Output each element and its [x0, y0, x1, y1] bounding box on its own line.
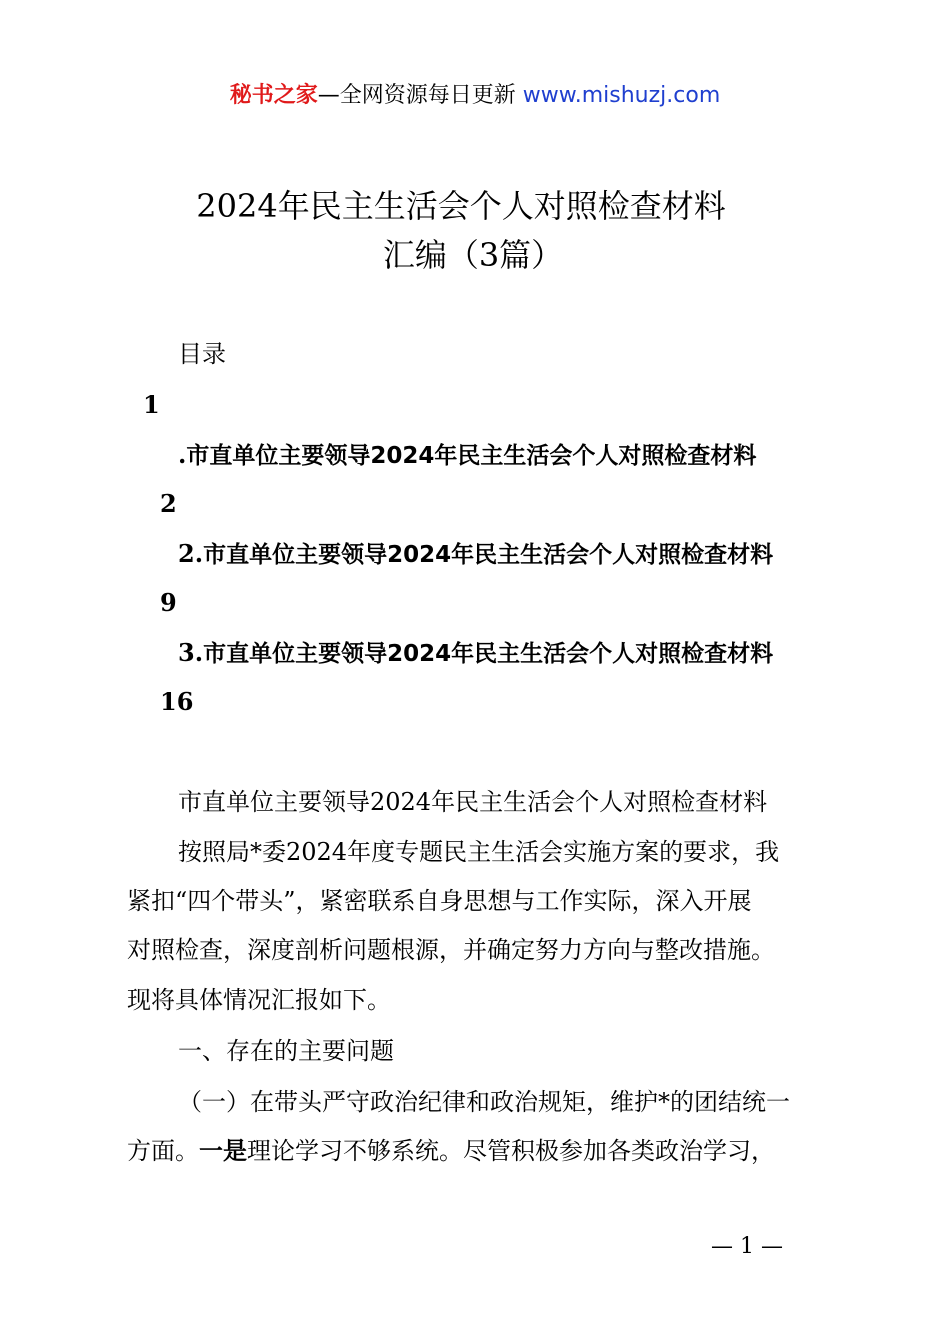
- toc-entry-3-page: 16: [160, 687, 194, 716]
- toc-entry-2-prefix: 2.: [178, 539, 204, 568]
- page-number: — 1 —: [711, 1234, 783, 1259]
- toc-entry-1-page: 2: [160, 489, 177, 518]
- subsection-heading-1: （一）在带头严守政治纪律和政治规矩，维护*的团结统一: [178, 1088, 790, 1116]
- paragraph-line: 紧扣“四个带头”，紧密联系自身思想与工作实际，深入开展: [127, 887, 752, 915]
- document-title-line2: 汇编（3篇）: [382, 236, 564, 274]
- section-heading-1: 一、存在的主要问题: [178, 1037, 394, 1065]
- paragraph-line: 现将具体情况汇报如下。: [127, 986, 391, 1014]
- toc-entry-2-page: 9: [160, 588, 177, 617]
- emphasis-label: 一是: [199, 1136, 247, 1165]
- toc-heading: 目录: [178, 340, 226, 368]
- paragraph-line: [127, 1134, 775, 1168]
- toc-entry-1-text: 市直单位主要领导2024年民主生活会个人对照检查材料: [186, 443, 757, 469]
- document-title-line1: 2024年民主生活会个人对照检查材料: [196, 187, 726, 225]
- toc-entry-3-prefix: 3.: [178, 638, 204, 667]
- toc-entry-1[interactable]: [178, 438, 756, 473]
- brand-name: 秘书之家: [229, 83, 318, 108]
- site-banner: [0, 80, 950, 112]
- banner-slogan: —全网资源每日更新: [317, 83, 516, 108]
- toc-entry-3-text: 市直单位主要领导2024年民主生活会个人对照检查材料: [203, 641, 774, 667]
- toc-entry-2[interactable]: [178, 537, 773, 572]
- paragraph-line: 按照局*委2024年度专题民主生活会实施方案的要求，我: [178, 838, 780, 866]
- toc-entry-1-prefix: .: [178, 440, 187, 469]
- toc-entry-1-number: 1: [143, 390, 160, 419]
- text-segment: 理论学习不够系统。尽管积极参加各类政治学习，: [247, 1137, 775, 1165]
- text-segment: 方面。: [127, 1137, 199, 1165]
- toc-entry-2-text: 市直单位主要领导2024年民主生活会个人对照检查材料: [203, 542, 774, 568]
- toc-entry-3[interactable]: [178, 636, 773, 671]
- paragraph-line: 对照检查，深度剖析问题根源，并确定努力方向与整改措施。: [127, 936, 775, 964]
- banner-url-link[interactable]: www.mishuzj.com: [522, 83, 721, 108]
- article-title: 市直单位主要领导2024年民主生活会个人对照检查材料: [178, 788, 768, 816]
